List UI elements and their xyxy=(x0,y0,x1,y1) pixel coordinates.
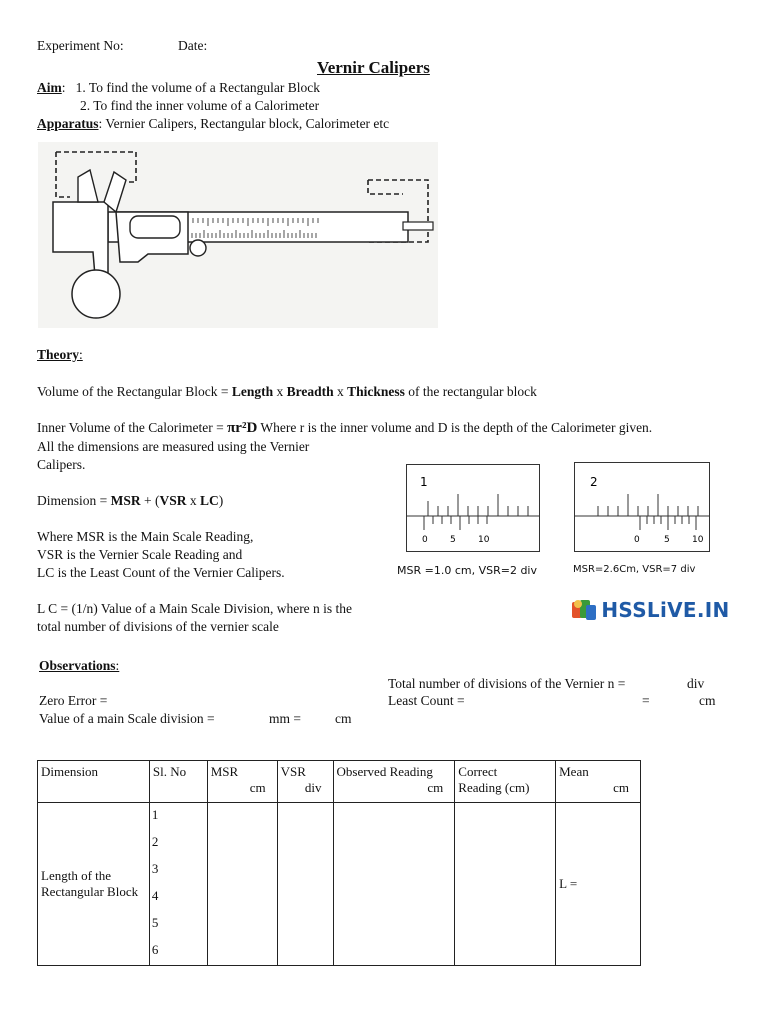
serial-5: 5 xyxy=(151,915,159,930)
logo-icon xyxy=(570,596,598,624)
apparatus-text: : Vernier Calipers, Rectangular block, Calorimeter etc xyxy=(98,116,390,131)
vsr-cell xyxy=(277,803,333,966)
apparatus-label: Apparatus xyxy=(37,116,99,131)
thickness-term: Thickness xyxy=(347,384,405,399)
serial-6: 6 xyxy=(151,942,159,957)
aim-label: Aim xyxy=(37,80,62,95)
inner-volume-formula: πr²D xyxy=(227,420,258,436)
header-correct-reading: Correct Reading (cm) xyxy=(455,761,556,803)
least-count-line-2: total number of divisions of the vernier scale xyxy=(37,619,279,634)
observed-reading-cell xyxy=(333,803,455,966)
scale-1-number: 1 xyxy=(420,475,428,489)
least-count-label: Least Count = xyxy=(388,693,465,708)
hsslive-logo xyxy=(570,596,730,624)
page-title: Vernir Calipers xyxy=(317,58,430,77)
svg-text:5: 5 xyxy=(664,535,670,545)
where-line-2: VSR is the Vernier Scale Reading and xyxy=(37,547,243,562)
observations-heading: Observations: xyxy=(39,658,120,673)
least-count-line-1: L C = (1/n) Value of a Main Scale Division, where n is the xyxy=(37,601,353,616)
zero-error-label: Zero Error = xyxy=(39,693,108,708)
mean-cell: L = xyxy=(556,803,641,966)
main-scale-mm: mm = xyxy=(269,711,301,726)
header-observed-reading: Observed Reading cm xyxy=(333,761,455,803)
breadth-term: Breadth xyxy=(286,384,334,399)
apparatus-line xyxy=(37,116,389,132)
total-divisions-unit: div xyxy=(687,676,705,691)
main-scale-division-label: Value of a main Scale division = xyxy=(39,711,215,726)
theory-heading: Theory: xyxy=(37,347,83,362)
header-sl-no: Sl. No xyxy=(149,761,207,803)
where-line-3: LC is the Least Count of the Vernier Calipers. xyxy=(37,565,285,580)
serial-2: 2 xyxy=(151,834,159,849)
header-mean: Mean cm xyxy=(556,761,641,803)
vernier-scale-diagram-1 xyxy=(406,464,540,552)
svg-text:10: 10 xyxy=(692,535,704,545)
experiment-no-label: Experiment No: xyxy=(37,38,124,53)
serial-1: 1 xyxy=(151,807,159,822)
length-term: Length xyxy=(231,384,274,399)
aim-item-1: 1. To find the volume of a Rectangular Block xyxy=(75,80,321,95)
total-divisions-label: Total number of divisions of the Vernier n = xyxy=(388,676,626,691)
table-row xyxy=(38,803,641,966)
least-count-equals: = xyxy=(642,693,650,708)
aim-line: Aim: 1. To find the volume of a Rectangular Block xyxy=(37,80,321,95)
vernier-scale-diagram-2 xyxy=(574,462,710,552)
svg-text:0: 0 xyxy=(422,535,428,545)
table-header-row xyxy=(38,761,641,803)
where-line-1: Where MSR is the Main Scale Reading, xyxy=(37,529,254,544)
msr-cell xyxy=(207,803,277,966)
svg-text:0: 0 xyxy=(634,535,640,545)
header-msr: MSR cm xyxy=(207,761,277,803)
volume-block-line: Volume of the Rectangular Block = Length x Breadth x Thickness of the rectangular block xyxy=(37,384,537,399)
observation-table xyxy=(37,760,641,966)
scale-2-number: 2 xyxy=(590,475,598,489)
svg-text:10: 10 xyxy=(478,535,490,545)
correct-reading-cell xyxy=(455,803,556,966)
dimension-formula: Dimension = MSR + (VSR x LC) xyxy=(37,493,224,508)
vernier-caliper-illustration xyxy=(38,142,438,328)
scale-1-caption: MSR =1.0 cm, VSR=2 div xyxy=(397,564,537,577)
inner-volume-line: Inner Volume of the Calorimeter = πr²D Where r is the inner volume and D is the depth of the Calorimeter given. xyxy=(37,420,653,436)
serial-cell xyxy=(149,803,207,966)
serial-4: 4 xyxy=(151,888,159,903)
aim-item-2: 2. To find the inner volume of a Calorimeter xyxy=(80,98,320,113)
svg-text:5: 5 xyxy=(450,535,456,545)
logo-text: HSSLiVE.IN xyxy=(601,598,730,622)
dims-line-2: Calipers. xyxy=(37,457,86,472)
row-label-length: Length of the Rectangular Block xyxy=(38,803,150,966)
scale-2-caption: MSR=2.6Cm, VSR=7 div xyxy=(573,564,696,575)
least-count-unit: cm xyxy=(699,693,716,708)
header-dimension: Dimension xyxy=(38,761,150,803)
main-scale-cm: cm xyxy=(335,711,352,726)
date-label: Date: xyxy=(178,38,208,53)
serial-3: 3 xyxy=(151,861,159,876)
dims-line-1: All the dimensions are measured using the Vernier xyxy=(37,439,310,454)
header-vsr: VSR div xyxy=(277,761,333,803)
